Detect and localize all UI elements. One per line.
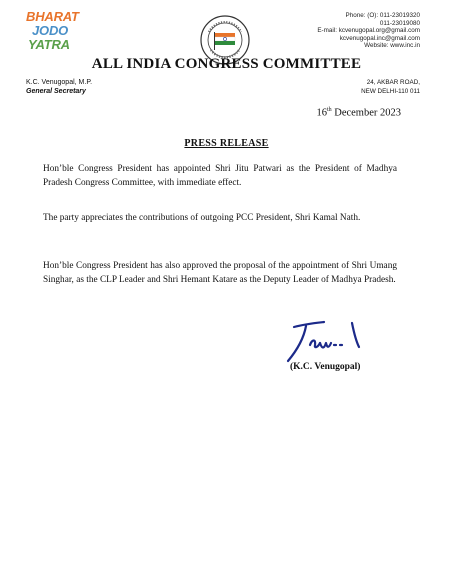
- paragraph-3: Hon’ble Congress President has also approved the proposal of the appointment of Shri Umang Singhar, as the CLP Leader and Shri Hemant Katare as the Deputy Leader of Madhya Pradesh.: [43, 261, 397, 285]
- paragraph-1: Hon’ble Congress President has appointed Shri Jitu Patwari as the President of Madhya Pradesh Congress Committee, with immediate effect.: [43, 164, 397, 188]
- email-line-1: E-mail: kcvenugopal.org@gmail.com: [317, 27, 420, 35]
- signatory-name: (K.C. Venugopal): [290, 362, 361, 372]
- committee-title: ALL INDIA CONGRESS COMMITTEE: [91, 56, 362, 72]
- sender-block: [26, 78, 92, 96]
- address-line-1: 24, AKBAR ROAD,: [366, 79, 420, 86]
- contact-block: [290, 12, 420, 50]
- letter-date: [316, 107, 401, 119]
- bharat-jodo-yatra-logo: [26, 10, 86, 62]
- press-release-heading: PRESS RELEASE: [184, 138, 269, 149]
- paragraph-2: The party appreciates the contributions of outgoing PCC President, Shri Kamal Nath.: [43, 213, 361, 223]
- date-rest: December 2023: [331, 107, 401, 119]
- date-suffix: th: [326, 107, 332, 113]
- address-line-2: NEW DELHI-110 011: [361, 88, 420, 95]
- phone-line-2: 011-23019080: [379, 19, 420, 27]
- date-day: 16: [316, 107, 327, 119]
- sender-name: K.C. Venugopal, M.P.: [26, 79, 93, 86]
- phone-line: Phone: (O): 011-23019320: [345, 12, 420, 19]
- sender-role: General Secretary: [26, 88, 86, 95]
- website-line: Website: www.inc.in: [364, 42, 420, 50]
- logo-line-3: YATRA: [28, 37, 70, 52]
- logo-line-1: BHARAT: [26, 9, 79, 24]
- signature-mark: [260, 315, 370, 365]
- email-line-2: kcvenugopal.inc@gmail.com: [339, 34, 420, 42]
- address-block: [361, 78, 420, 96]
- logo-line-2: JODO: [32, 23, 69, 38]
